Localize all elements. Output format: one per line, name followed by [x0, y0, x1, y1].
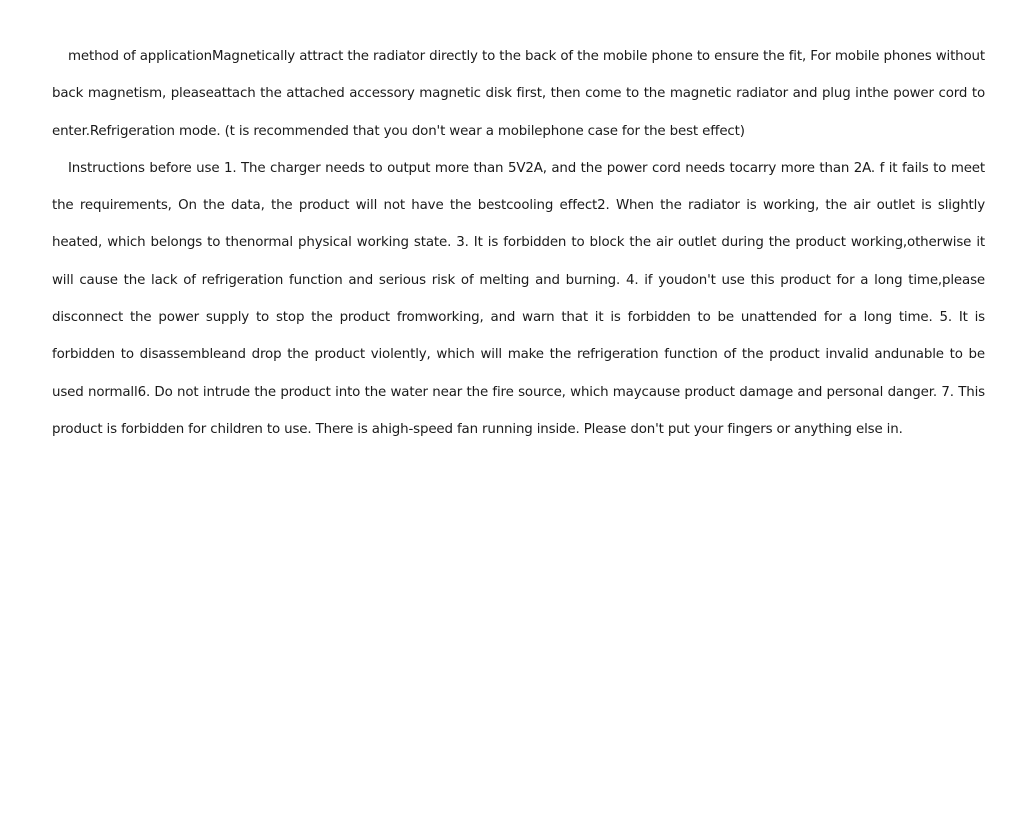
instructions-before-use-paragraph: Instructions before use 1. The charger needs to output more than 5V2A, and the power cord needs tocarry more than 2A. f it fails to meet the requirements, On the data, the product will not have the bestcooling effect2. When the radiator is working, the air outlet is slightly heated, which belongs to thenormal physical working state. 3. It is forbidden to block the air outlet during the product working,otherwise it will cause the lack of refrigeration function and serious risk of melting and burning. 4. if youdon't use this product for a long time,please disconnect the power supply to stop the product fromworking, and warn that it is forbidden to be unattended for a long time. 5. It is forbidden to disassembleand drop the product violently, which will make the refrigeration function of the product invalid andunable to be used normall6. Do not intrude the product into the water near the fire source, which maycause product damage and personal danger. 7. This product is forbidden for children to use. There is ahigh-speed fan running inside. Please don't put your fingers or anything else in.: [52, 160, 985, 437]
method-of-application-paragraph: method of applicationMagnetically attract the radiator directly to the back of the mobile phone to ensure the fit, For mobile phones without back magnetism, pleaseattach the attached accessory magnetic disk first, then come to the magnetic radiator and plug inthe power cord to enter.Refrigeration mode. (t is recommended that you don't wear a mobilephone case for the best effect): [52, 49, 985, 139]
document-body: [52, 38, 985, 448]
